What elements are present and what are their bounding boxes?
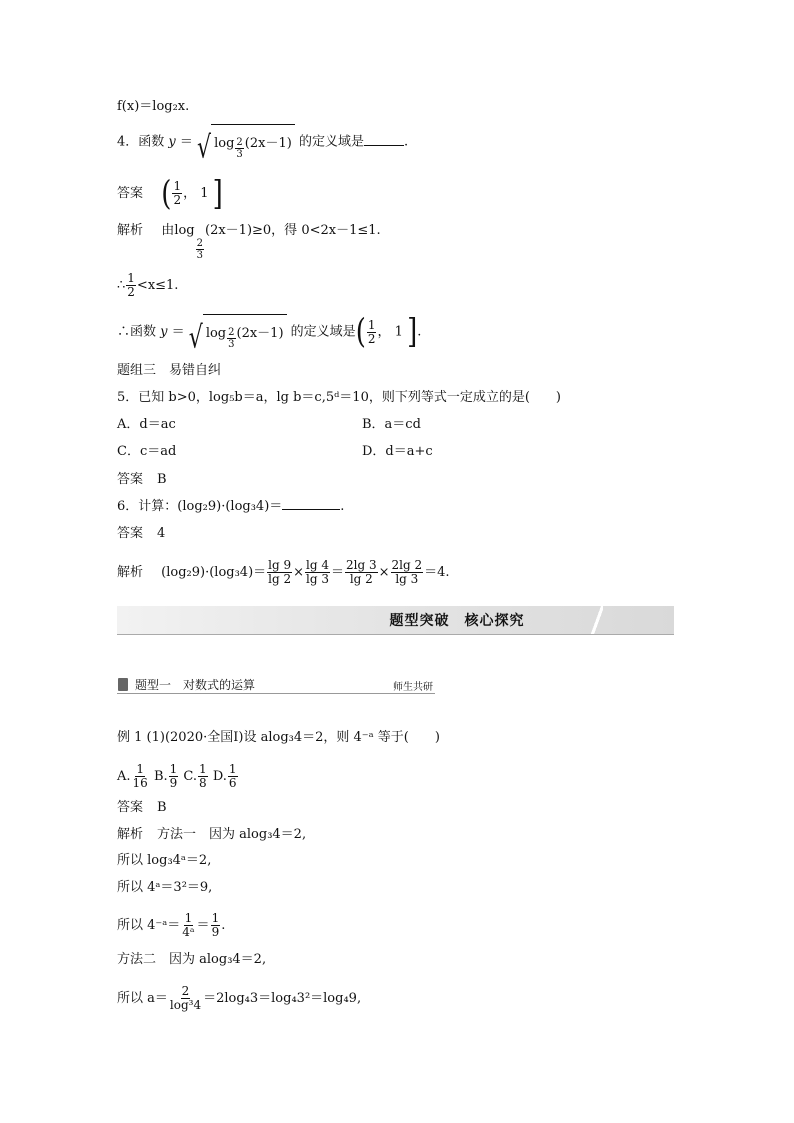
- therefore-line-1: ∴ $\frac{1}{2}$ <x≤1.: [117, 271, 179, 299]
- example-line-4: 所以 a＝ $\frac{2}{\text{log³4}}$ ＝2log₄3＝log₄3²＝log₄9,: [117, 984, 362, 1012]
- example-options: A. $\frac{1}{16}$ B. $\frac{1}{9}$ C. $\frac{1}{8}$ D. $\frac{1}{6}$: [117, 762, 237, 790]
- question-5: 5．已知 b>0，log₅b＝a，lg b＝c,5ᵈ＝10，则下列等式一定成立的是( ): [117, 390, 561, 405]
- q5-option-a: A．d＝ac: [117, 417, 176, 432]
- example-line-1: 所以 log₃4ᵃ＝2,: [117, 853, 212, 868]
- close-bracket-icon: ]: [212, 174, 223, 213]
- y-var: y: [168, 134, 176, 150]
- answer-blank: [282, 509, 340, 510]
- question-6: 6．计算：(log₂9)·(log₃4)＝ .: [117, 499, 345, 514]
- answer-label: 答案: [117, 186, 144, 201]
- example-method-2: 方法二 因为 alog₃4＝2,: [117, 952, 267, 967]
- open-paren-icon: (: [355, 312, 366, 352]
- answer-5: 答案 B: [117, 472, 167, 487]
- therefore-line-2: ∴函数 y ＝ √ log $\frac{2}{3}$ (2x－1) 的定义域是( $\frac{1}{2}$ ， 1 ].: [117, 312, 422, 356]
- example-line-2: 所以 4ᵃ＝3²＝9,: [117, 880, 213, 895]
- type-tag: 师生共研: [393, 682, 433, 693]
- close-bracket-icon: ]: [407, 312, 418, 352]
- example-answer: 答案 B: [117, 800, 167, 815]
- answer-6: 答案 4: [117, 526, 166, 541]
- example-method-1: 解析 方法一 因为 alog₃4＝2,: [117, 827, 307, 842]
- answer-4: 答案 ( $\frac{1}{2}$ ， 1 ]: [117, 174, 223, 213]
- a4-one: 1: [200, 186, 209, 201]
- type-heading-bar: [117, 676, 435, 694]
- question-4: 4．函数 y ＝ √ log $\frac{2}{3}$ (2x－1) 的定义域是 .: [117, 124, 408, 160]
- half-fraction: $\frac{1}{2}$: [173, 179, 182, 207]
- sqrt-expression: [197, 124, 295, 166]
- fx-text: f(x)＝log₂x.: [117, 99, 190, 114]
- log-base-fraction: $\frac{2}{3}$: [228, 327, 235, 350]
- q5-option-b: B．a＝cd: [362, 417, 421, 432]
- answer-blank: [364, 145, 404, 146]
- banner-title: 题型突破 核心探究: [389, 613, 525, 629]
- half-fraction: $\frac{1}{2}$: [127, 271, 135, 299]
- open-paren-icon: (: [161, 174, 172, 213]
- q4-suffix: 的定义域是: [298, 134, 364, 150]
- example-line-3: 所以 4⁻ᵃ＝ $\frac{1}{\text{4ᵃ}}$ ＝ $\frac{1}{9}$ .: [117, 911, 226, 939]
- sqrt-icon: √: [197, 130, 212, 166]
- type-title: 题型一 对数式的运算: [135, 678, 256, 692]
- analysis-6: 解析 (log₂9)·(log₃4)＝ $\frac{\lg 9}{\lg 2}$ × $\frac{\lg 4}{\lg 3}$ ＝ $\frac{2\lg 3}{\lg 2}$ × $\frac{2\lg 2}{\lg 3}$ ＝4.: [117, 558, 450, 586]
- example-1: 例 1 (1)(2020·全国Ⅰ)设 alog₃4＝2，则 4⁻ᵃ 等于( ): [117, 730, 440, 745]
- section-banner: [117, 606, 674, 634]
- log-arg: (2x－1): [244, 135, 292, 151]
- bookmark-icon: [118, 678, 128, 691]
- fx-line: [117, 98, 189, 116]
- log-base-fraction: $\frac{2}{3}$: [236, 137, 243, 160]
- sqrt-icon: √: [188, 320, 203, 356]
- analysis-label: 解析: [117, 223, 144, 238]
- q4-prefix: 4．函数: [117, 134, 165, 150]
- sqrt-expression: √ log $\frac{2}{3}$ (2x－1): [189, 314, 287, 350]
- log-text: log: [214, 135, 235, 151]
- q5-option-c: C．c＝ad: [117, 444, 177, 459]
- group-3-heading: 题组三 易错自纠: [117, 363, 222, 378]
- log-base-fraction: $\frac{2}{3}$: [196, 238, 203, 261]
- q5-option-d: D．d＝a+c: [362, 444, 433, 459]
- analysis-4: 解析 由log $\frac{2}{3}$ (2x－1)≥0，得 0<2x－1≤1.: [117, 223, 381, 261]
